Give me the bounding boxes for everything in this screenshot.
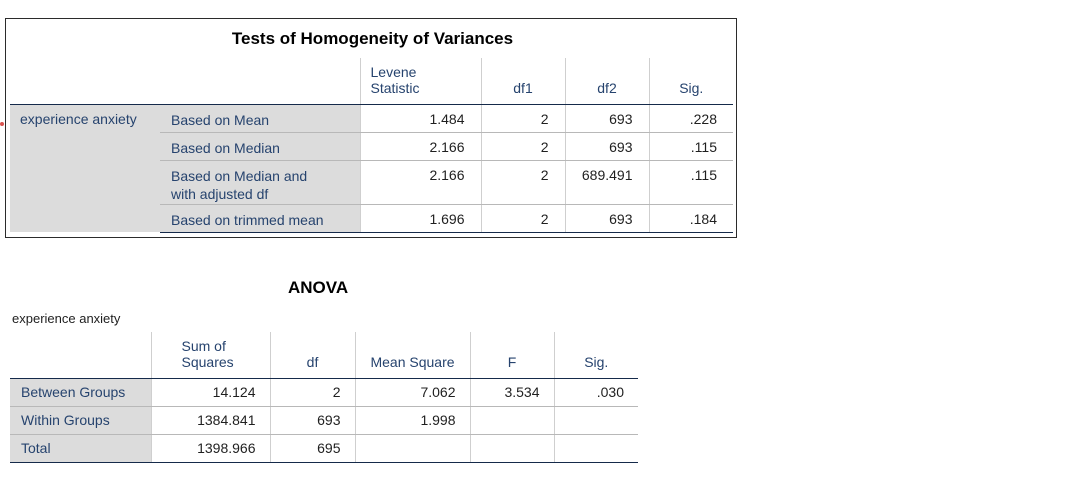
anova-table xyxy=(10,332,638,463)
anova-header-ss-line1: Sum of xyxy=(181,337,226,354)
cell-sig-mean: .228 xyxy=(649,104,733,132)
anova-df-total: 695 xyxy=(270,434,355,462)
cell-df2-mean: 693 xyxy=(565,104,649,132)
cell-df2-median: 693 xyxy=(565,132,649,160)
anova-sig-between: .030 xyxy=(554,378,638,406)
header-sig: Sig. xyxy=(649,58,733,104)
selection-marker xyxy=(0,122,4,126)
empty-header-sub xyxy=(160,58,360,104)
anova-f-within xyxy=(470,406,554,434)
anova-sig-total xyxy=(554,434,638,462)
anova-f-total xyxy=(470,434,554,462)
anova-header-ms: Mean Square xyxy=(355,332,470,378)
cell-df2-trimmed: 693 xyxy=(565,204,649,232)
anova-header-sig: Sig. xyxy=(554,332,638,378)
homogeneity-table xyxy=(10,58,733,233)
cell-levene-median: 2.166 xyxy=(360,132,481,160)
anova-header-ss-line2: Squares xyxy=(181,353,234,370)
anova-header-df: df xyxy=(270,332,355,378)
cell-df1-median-adjusted: 2 xyxy=(481,160,565,204)
anova-sig-within xyxy=(554,406,638,434)
anova-ss-between: 14.124 xyxy=(151,378,270,406)
anova-title: ANOVA xyxy=(288,278,349,297)
anova-row-total: Total xyxy=(10,434,151,462)
anova-ms-within: 1.998 xyxy=(355,406,470,434)
anova-ms-between: 7.062 xyxy=(355,378,470,406)
cell-levene-trimmed: 1.696 xyxy=(360,204,481,232)
cell-sig-median: .115 xyxy=(649,132,733,160)
row-label-median: Based on Median xyxy=(160,132,360,160)
cell-levene-mean: 1.484 xyxy=(360,104,481,132)
anova-header-ss xyxy=(151,332,270,378)
header-levene-statistic xyxy=(360,58,481,104)
anova-df-within: 693 xyxy=(270,406,355,434)
row-label-median-adjusted-line1: Based on Median and xyxy=(171,167,308,184)
anova-df-between: 2 xyxy=(270,378,355,406)
header-levene-line2: Statistic xyxy=(370,79,420,96)
anova-dependent-label: experience anxiety xyxy=(12,311,121,326)
cell-df2-median-adjusted: 689.491 xyxy=(565,160,649,204)
cell-df1-trimmed: 2 xyxy=(481,204,565,232)
anova-empty-corner xyxy=(10,332,151,378)
cell-levene-median-adjusted: 2.166 xyxy=(360,160,481,204)
anova-ss-within: 1384.841 xyxy=(151,406,270,434)
header-levene-line1: Levene xyxy=(370,63,417,80)
cell-sig-median-adjusted: .115 xyxy=(649,160,733,204)
anova-ms-total xyxy=(355,434,470,462)
empty-header-corner xyxy=(10,58,160,104)
homogeneity-title: Tests of Homogeneity of Variances xyxy=(231,29,514,48)
cell-df1-median: 2 xyxy=(481,132,565,160)
anova-header-f: F xyxy=(470,332,554,378)
anova-f-between: 3.534 xyxy=(470,378,554,406)
row-label-median-adjusted xyxy=(160,160,360,204)
header-df2: df2 xyxy=(565,58,649,104)
row-label-median-adjusted-line2: with adjusted df xyxy=(171,185,269,202)
anova-row-between: Between Groups xyxy=(10,378,151,406)
cell-sig-trimmed: .184 xyxy=(649,204,733,232)
row-label-mean: Based on Mean xyxy=(160,104,360,132)
anova-row-within: Within Groups xyxy=(10,406,151,434)
anova-ss-total: 1398.966 xyxy=(151,434,270,462)
cell-df1-mean: 2 xyxy=(481,104,565,132)
variable-label: experience anxiety xyxy=(10,104,160,232)
row-label-trimmed: Based on trimmed mean xyxy=(160,204,360,232)
header-df1: df1 xyxy=(481,58,565,104)
